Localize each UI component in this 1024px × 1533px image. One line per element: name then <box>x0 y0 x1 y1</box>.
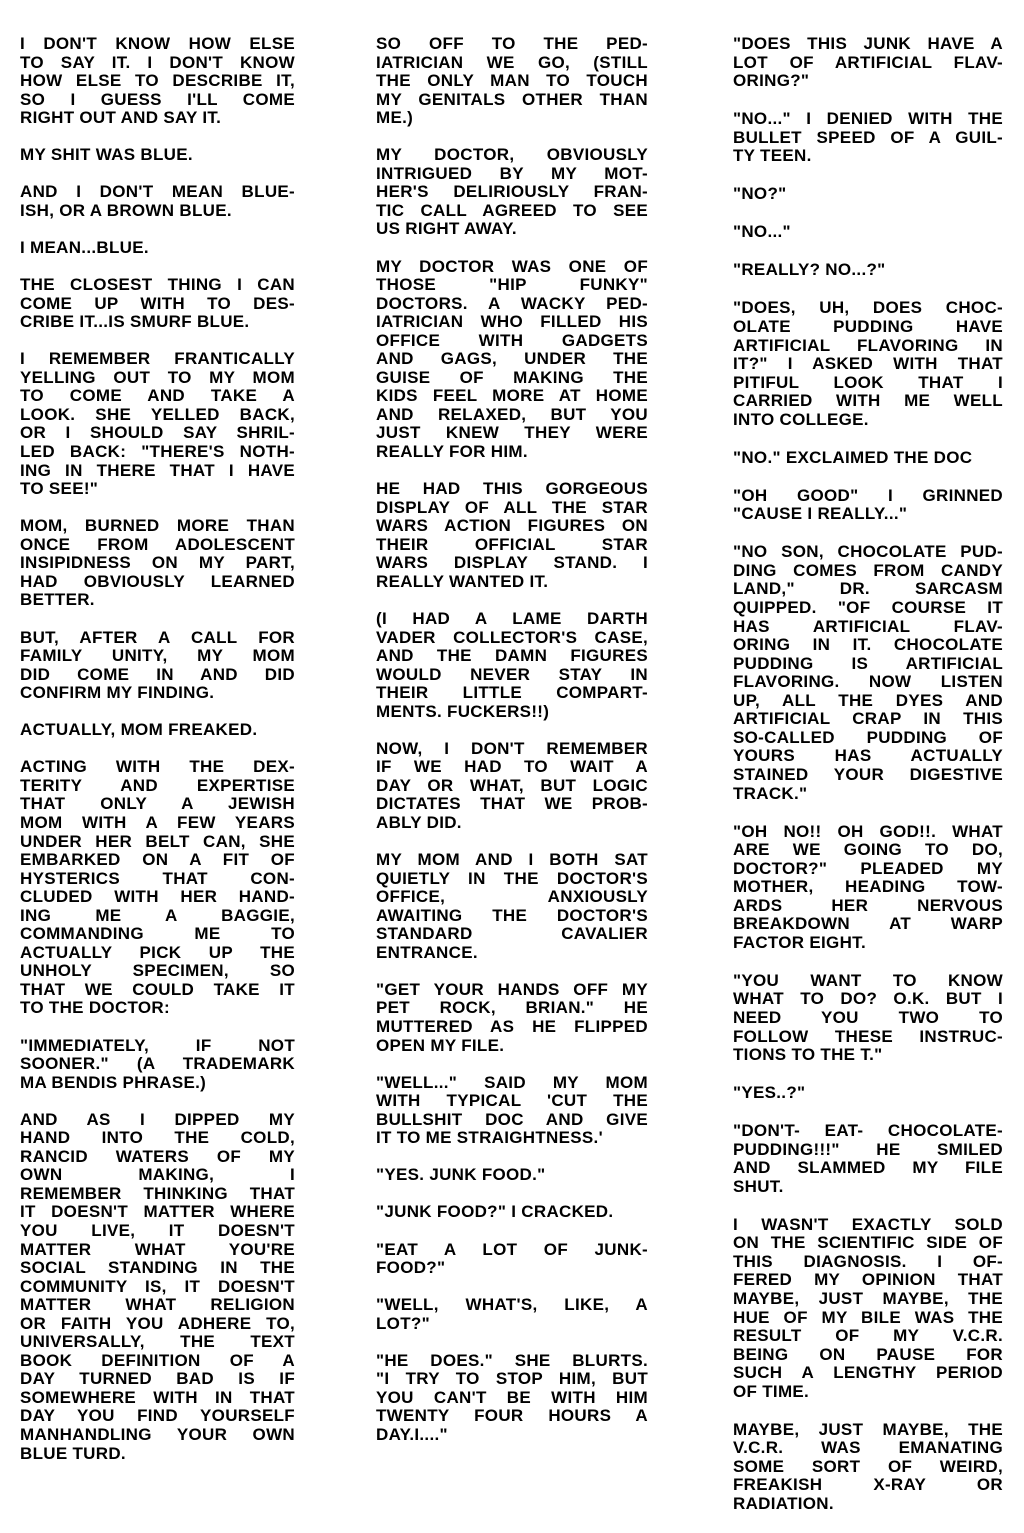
text-line: SO-CALLED PUDDING OF <box>733 727 1003 747</box>
text-line: TWENTY FOUR HOURS A <box>376 1406 648 1426</box>
text-line: V.C.R. WAS EMANATING <box>733 1438 1003 1458</box>
text-line: HOW ELSE TO DESCRIBE IT, <box>20 71 295 91</box>
text-line: MOTHER, HEADING TOW- <box>733 877 1003 897</box>
text-line: AWAITING THE DOCTOR'S <box>376 905 648 925</box>
paragraph <box>20 721 295 740</box>
text-line: LED BACK: "THERE'S NOTH- <box>20 442 295 462</box>
text-line: "DON'T- EAT- CHOCOLATE- <box>733 1121 1003 1141</box>
text-line: FAMILY UNITY, MY MOM <box>20 646 295 666</box>
text-line: ACTUALLY PICK UP THE <box>20 942 295 962</box>
text-line: COMMANDING ME TO <box>20 924 295 944</box>
text-line: FACTOR EIGHT. <box>733 932 866 952</box>
paragraph <box>376 851 648 962</box>
text-line: "JUNK FOOD?" I CRACKED. <box>376 1202 614 1222</box>
text-line: HER'S DELIRIOUSLY FRAN- <box>376 182 648 202</box>
paragraph <box>733 543 1003 803</box>
text-line: SO I GUESS I'LL COME <box>20 89 295 109</box>
text-line: ISH, OR A BROWN BLUE. <box>20 200 232 220</box>
paragraph <box>376 981 648 1055</box>
text-line: ORING IN IT. CHOCOLATE <box>733 635 1003 655</box>
text-line: THE ONLY MAN TO TOUCH <box>376 71 648 91</box>
text-line: INSIPIDNESS ON MY PART, <box>20 553 295 573</box>
text-line: AND SLAMMED MY FILE <box>733 1158 1003 1178</box>
text-line: ON THE SCIENTIFIC SIDE OF <box>733 1233 1003 1253</box>
text-line: (I HAD A LAME DARTH <box>376 608 648 628</box>
paragraph <box>20 517 295 610</box>
text-line: AND I DON'T MEAN BLUE- <box>20 182 295 202</box>
text-line: "IMMEDIATELY, IF NOT <box>20 1035 295 1055</box>
text-line: "CAUSE I REALLY..." <box>733 504 908 524</box>
text-line: ARTIFICIAL FLAVORING IN <box>733 335 1003 355</box>
paragraph <box>20 239 295 258</box>
text-line: TY TEEN. <box>733 146 812 166</box>
text-line: IT?" I ASKED WITH THAT <box>733 354 1003 374</box>
text-line: OR I SHOULD SAY SHRIL- <box>20 423 295 443</box>
paragraph <box>376 1296 648 1333</box>
text-line: MY DOCTOR, OBVIOUSLY <box>376 145 648 165</box>
text-line: KIDS FEEL MORE AT HOME <box>376 386 648 406</box>
text-line: I MEAN...BLUE. <box>20 238 149 258</box>
text-line: STAINED YOUR DIGESTIVE <box>733 764 1003 784</box>
text-line: REALLY FOR HIM. <box>376 442 528 462</box>
text-line: "DOES THIS JUNK HAVE A <box>733 34 1003 53</box>
paragraph <box>376 1203 648 1222</box>
text-line: CRIBE IT...IS SMURF BLUE. <box>20 312 250 332</box>
text-line: IF WE HAD TO WAIT A <box>376 757 648 777</box>
text-line: FOLLOW THESE INSTRUC- <box>733 1026 1003 1046</box>
paragraph <box>376 480 648 591</box>
text-line: MAYBE, JUST MAYBE, THE <box>733 1419 1003 1439</box>
text-line: JUST KNEW THEY WERE <box>376 423 648 443</box>
text-line: RIGHT OUT AND SAY IT. <box>20 108 222 128</box>
text-line: WHAT TO DO? O.K. BUT I <box>733 989 1003 1009</box>
text-line: INTRIGUED BY MY MOT- <box>376 163 648 183</box>
text-line: ARTIFICIAL CRAP IN THIS <box>733 709 1003 729</box>
text-line: "DOES, UH, DOES CHOC- <box>733 298 1003 318</box>
text-line: "REALLY? NO...?" <box>733 260 886 280</box>
text-line: OPEN MY FILE. <box>376 1035 505 1055</box>
paragraph <box>376 146 648 239</box>
text-line: TIC CALL AGREED TO SEE <box>376 200 648 220</box>
text-line: PET ROCK, BRIAN." HE <box>376 998 648 1018</box>
text-line: WARS ACTION FIGURES ON <box>376 516 648 536</box>
text-line: DICTATES THAT WE PROB- <box>376 794 648 814</box>
text-line: PITIFUL LOOK THAT I <box>733 372 1003 392</box>
text-line: "EAT A LOT OF JUNK- <box>376 1239 648 1259</box>
text-line: MY SHIT WAS BLUE. <box>20 145 193 165</box>
text-column-right <box>733 35 1003 1533</box>
text-line: OLATE PUDDING HAVE <box>733 316 1003 336</box>
text-line: TRACK." <box>733 783 808 803</box>
paragraph <box>733 487 1003 524</box>
text-line: "I TRY TO STOP HIM, BUT <box>376 1369 648 1389</box>
paragraph <box>376 35 648 128</box>
text-line: ACTUALLY, MOM FREAKED. <box>20 720 258 740</box>
text-line: MY DOCTOR WAS ONE OF <box>376 256 648 276</box>
paragraph <box>376 740 648 833</box>
text-line: DING COMES FROM CANDY <box>733 560 1003 580</box>
text-line: HE HAD THIS GORGEOUS <box>376 479 648 499</box>
text-line: "NO..." I DENIED WITH THE <box>733 109 1003 129</box>
text-line: I REMEMBER FRANTICALLY <box>20 349 295 369</box>
text-line: TO THE DOCTOR: <box>20 998 170 1018</box>
text-line: AND THE DAMN FIGURES <box>376 646 648 666</box>
text-line: CONFIRM MY FINDING. <box>20 683 215 703</box>
text-line: COMMUNITY IS, IT DOESN'T <box>20 1276 295 1296</box>
text-line: ACTING WITH THE DEX- <box>20 757 295 777</box>
text-line: ENTRANCE. <box>376 942 478 962</box>
text-line: RANCID WATERS OF MY <box>20 1146 295 1166</box>
text-line: YELLING OUT TO MY MOM <box>20 367 295 387</box>
text-line: US RIGHT AWAY. <box>376 219 517 239</box>
text-line: WOULD NEVER STAY IN <box>376 664 648 684</box>
text-line: OFFICE WITH GADGETS <box>376 330 648 350</box>
text-line: OF TIME. <box>733 1381 810 1401</box>
text-line: "YES. JUNK FOOD." <box>376 1165 546 1185</box>
paragraph <box>733 823 1003 953</box>
text-line: UNIVERSALLY, THE TEXT <box>20 1332 295 1352</box>
text-line: SOONER." (A TRADEMARK <box>20 1054 295 1074</box>
text-line: AND AS I DIPPED MY <box>20 1109 295 1129</box>
text-line: THEIR LITTLE COMPART- <box>376 683 648 703</box>
text-line: IATRICIAN WE GO, (STILL <box>376 52 648 72</box>
text-line: HUE OF MY BILE WAS THE <box>733 1307 1003 1327</box>
text-line: ARE WE GOING TO DO, <box>733 840 1003 860</box>
paragraph <box>20 629 295 703</box>
text-line: LAND," DR. SARCASM <box>733 579 1003 599</box>
text-line: UNDER HER BELT CAN, SHE <box>20 831 295 851</box>
paragraph <box>733 35 1003 91</box>
text-column-left <box>20 35 295 1482</box>
text-line: HYSTERICS THAT CON- <box>20 868 295 888</box>
text-line: FERED MY OPINION THAT <box>733 1270 1003 1290</box>
paragraph <box>733 1216 1003 1401</box>
text-line: BETTER. <box>20 590 95 610</box>
paragraph <box>20 183 295 220</box>
text-line: UNHOLY SPECIMEN, SO <box>20 961 295 981</box>
text-line: LOT OF ARTIFICIAL FLAV- <box>733 52 1003 72</box>
text-line: RADIATION. <box>733 1494 834 1513</box>
text-line: FOOD?" <box>376 1258 446 1278</box>
text-line: WITH TYPICAL 'CUT THE <box>376 1091 648 1111</box>
text-line: SOMEWHERE WITH IN THAT <box>20 1387 295 1407</box>
text-line: DOCTOR?" PLEADED MY <box>733 858 1003 878</box>
text-line: "YES..?" <box>733 1083 806 1103</box>
text-line: TO SAY IT. I DON'T KNOW <box>20 52 295 72</box>
text-line: STANDARD CAVALIER <box>376 924 648 944</box>
text-line: FREAKISH X-RAY OR <box>733 1475 1003 1495</box>
text-line: ONCE FROM ADOLESCENT <box>20 534 295 554</box>
text-line: I DON'T KNOW HOW ELSE <box>20 34 295 53</box>
text-line: MATTER WHAT YOU'RE <box>20 1239 295 1259</box>
text-line: THIS DIAGNOSIS. I OF- <box>733 1251 1003 1271</box>
text-line: FLAVORING. NOW LISTEN <box>733 672 1003 692</box>
paragraph <box>376 1241 648 1278</box>
text-line: AND RELAXED, BUT YOU <box>376 404 648 424</box>
paragraph <box>733 1122 1003 1196</box>
text-line: THOSE "HIP FUNKY" <box>376 275 648 295</box>
paragraph <box>20 1037 295 1093</box>
text-line: EMBARKED ON A FIT OF <box>20 850 295 870</box>
text-line: PUDDING!!!" HE SMILED <box>733 1139 1003 1159</box>
text-line: I WASN'T EXACTLY SOLD <box>733 1214 1003 1234</box>
text-line: ARDS HER NERVOUS <box>733 895 1003 915</box>
paragraph <box>20 758 295 1018</box>
text-line: "WELL..." SAID MY MOM <box>376 1072 648 1092</box>
text-line: "OH GOOD" I GRINNED <box>733 485 1003 505</box>
text-line: LOT?" <box>376 1313 430 1333</box>
text-line: YOURS HAS ACTUALLY <box>733 746 1003 766</box>
text-line: WARS DISPLAY STAND. I <box>376 553 648 573</box>
text-line: YOU CAN'T BE WITH HIM <box>376 1387 648 1407</box>
text-line: "NO." EXCLAIMED THE DOC <box>733 447 973 467</box>
text-line: "HE DOES." SHE BLURTS. <box>376 1350 648 1370</box>
text-line: RESULT OF MY V.C.R. <box>733 1326 1003 1346</box>
text-line: MOM WITH A FEW YEARS <box>20 812 295 832</box>
text-line: TO SEE!" <box>20 479 99 499</box>
text-line: MATTER WHAT RELIGION <box>20 1295 295 1315</box>
text-line: ABLY DID. <box>376 812 462 832</box>
text-line: ME.) <box>376 108 414 128</box>
text-line: THE CLOSEST THING I CAN <box>20 275 295 295</box>
text-line: SOME SORT OF WEIRD, <box>733 1456 1003 1476</box>
text-line: LOOK. SHE YELLED BACK, <box>20 404 295 424</box>
paragraph <box>733 1084 1003 1103</box>
text-line: OFFICE, ANXIOUSLY <box>376 887 648 907</box>
text-line: QUIETLY IN THE DOCTOR'S <box>376 868 648 888</box>
text-line: THAT WE COULD TAKE IT <box>20 979 295 999</box>
paragraph <box>376 1074 648 1148</box>
text-line: MY MOM AND I BOTH SAT <box>376 850 648 870</box>
paragraph <box>20 1111 295 1463</box>
text-line: IT TO ME STRAIGHTNESS.' <box>376 1128 603 1148</box>
text-line: "OH NO!! OH GOD!!. WHAT <box>733 821 1003 841</box>
text-line: OWN MAKING, I <box>20 1165 295 1185</box>
text-line: "YOU WANT TO KNOW <box>733 970 1003 990</box>
text-line: CARRIED WITH ME WELL <box>733 391 1003 411</box>
text-line: MANHANDLING YOUR OWN <box>20 1425 295 1445</box>
text-line: ORING?" <box>733 71 810 91</box>
paragraph <box>376 610 648 721</box>
text-line: MAYBE, JUST MAYBE, THE <box>733 1289 1003 1309</box>
text-line: BREAKDOWN AT WARP <box>733 914 1003 934</box>
text-line: IT DOESN'T MATTER WHERE <box>20 1202 295 1222</box>
text-line: QUIPPED. "OF COURSE IT <box>733 598 1003 618</box>
text-line: DAY OR WHAT, BUT LOGIC <box>376 775 648 795</box>
paragraph <box>20 276 295 332</box>
text-line: THEIR OFFICIAL STAR <box>376 534 648 554</box>
text-line: BEING ON PAUSE FOR <box>733 1344 1003 1364</box>
text-line: IATRICIAN WHO FILLED HIS <box>376 312 648 332</box>
paragraph <box>376 1352 648 1445</box>
text-line: HAS ARTIFICIAL FLAV- <box>733 616 1003 636</box>
text-line: MOM, BURNED MORE THAN <box>20 516 295 536</box>
text-line: "NO SON, CHOCOLATE PUD- <box>733 542 1003 562</box>
text-line: COME UP WITH TO DES- <box>20 293 295 313</box>
text-line: "GET YOUR HANDS OFF MY <box>376 979 648 999</box>
text-line: OR FAITH YOU ADHERE TO, <box>20 1313 295 1333</box>
text-line: BOOK DEFINITION OF A <box>20 1350 295 1370</box>
paragraph <box>376 1166 648 1185</box>
text-line: BUT, AFTER A CALL FOR <box>20 627 295 647</box>
text-line: NEED YOU TWO TO <box>733 1007 1003 1027</box>
paragraph <box>376 258 648 462</box>
text-line: SHUT. <box>733 1176 784 1196</box>
text-line: BULLET SPEED OF A GUIL- <box>733 127 1003 147</box>
text-line: DAY YOU FIND YOURSELF <box>20 1406 295 1426</box>
text-line: AND GAGS, UNDER THE <box>376 349 648 369</box>
paragraph <box>20 350 295 498</box>
paragraph <box>733 1421 1003 1514</box>
text-line: CLUDED WITH HER HAND- <box>20 887 295 907</box>
text-line: MY GENITALS OTHER THAN <box>376 89 648 109</box>
text-line: BULLSHIT DOC AND GIVE <box>376 1109 648 1129</box>
text-line: SOCIAL STANDING IN THE <box>20 1258 295 1278</box>
paragraph <box>733 110 1003 166</box>
text-line: HAND INTO THE COLD, <box>20 1128 295 1148</box>
paragraph <box>733 299 1003 429</box>
text-line: "NO?" <box>733 184 787 204</box>
text-line: ING ME A BAGGIE, <box>20 905 295 925</box>
text-line: NOW, I DON'T REMEMBER <box>376 738 648 758</box>
paragraph <box>733 449 1003 468</box>
text-line: TIONS TO THE T." <box>733 1045 883 1065</box>
text-line: GUISE OF MAKING THE <box>376 367 648 387</box>
text-line: TERITY AND EXPERTISE <box>20 775 295 795</box>
paragraph <box>733 185 1003 204</box>
text-line: YOU LIVE, IT DOESN'T <box>20 1221 295 1240</box>
text-line: VADER COLLECTOR'S CASE, <box>376 627 648 647</box>
text-line: DAY.I...." <box>376 1425 448 1445</box>
text-line: SO OFF TO THE PED- <box>376 34 648 53</box>
paragraph <box>733 261 1003 280</box>
text-line: "NO..." <box>733 222 791 242</box>
text-line: DOCTORS. A WACKY PED- <box>376 293 648 313</box>
text-line: MA BENDIS PHRASE.) <box>20 1072 207 1092</box>
paragraph <box>733 972 1003 1065</box>
text-line: SUCH A LENGTHY PERIOD <box>733 1363 1003 1383</box>
text-line: ING IN THERE THAT I HAVE <box>20 460 295 480</box>
text-line: INTO COLLEGE. <box>733 409 869 429</box>
text-line: "WELL, WHAT'S, LIKE, A <box>376 1295 648 1315</box>
text-line: MUTTERED AS HE FLIPPED <box>376 1016 648 1036</box>
text-column-middle <box>376 35 648 1463</box>
text-line: UP, ALL THE DYES AND <box>733 690 1003 710</box>
text-line: PUDDING IS ARTIFICIAL <box>733 653 1003 673</box>
text-line: HAD OBVIOUSLY LEARNED <box>20 571 295 591</box>
text-line: THAT ONLY A JEWISH <box>20 794 295 814</box>
text-line: REALLY WANTED IT. <box>376 571 549 591</box>
paragraph <box>20 146 295 165</box>
text-line: REMEMBER THINKING THAT <box>20 1183 295 1203</box>
text-line: DAY TURNED BAD IS IF <box>20 1369 295 1389</box>
text-line: BLUE TURD. <box>20 1443 126 1463</box>
text-line: DISPLAY OF ALL THE STAR <box>376 497 648 517</box>
paragraph <box>20 35 295 128</box>
text-line: MENTS. FUCKERS!!) <box>376 701 550 721</box>
paragraph <box>733 223 1003 242</box>
text-line: DID COME IN AND DID <box>20 664 295 684</box>
text-line: TO COME AND TAKE A <box>20 386 295 406</box>
